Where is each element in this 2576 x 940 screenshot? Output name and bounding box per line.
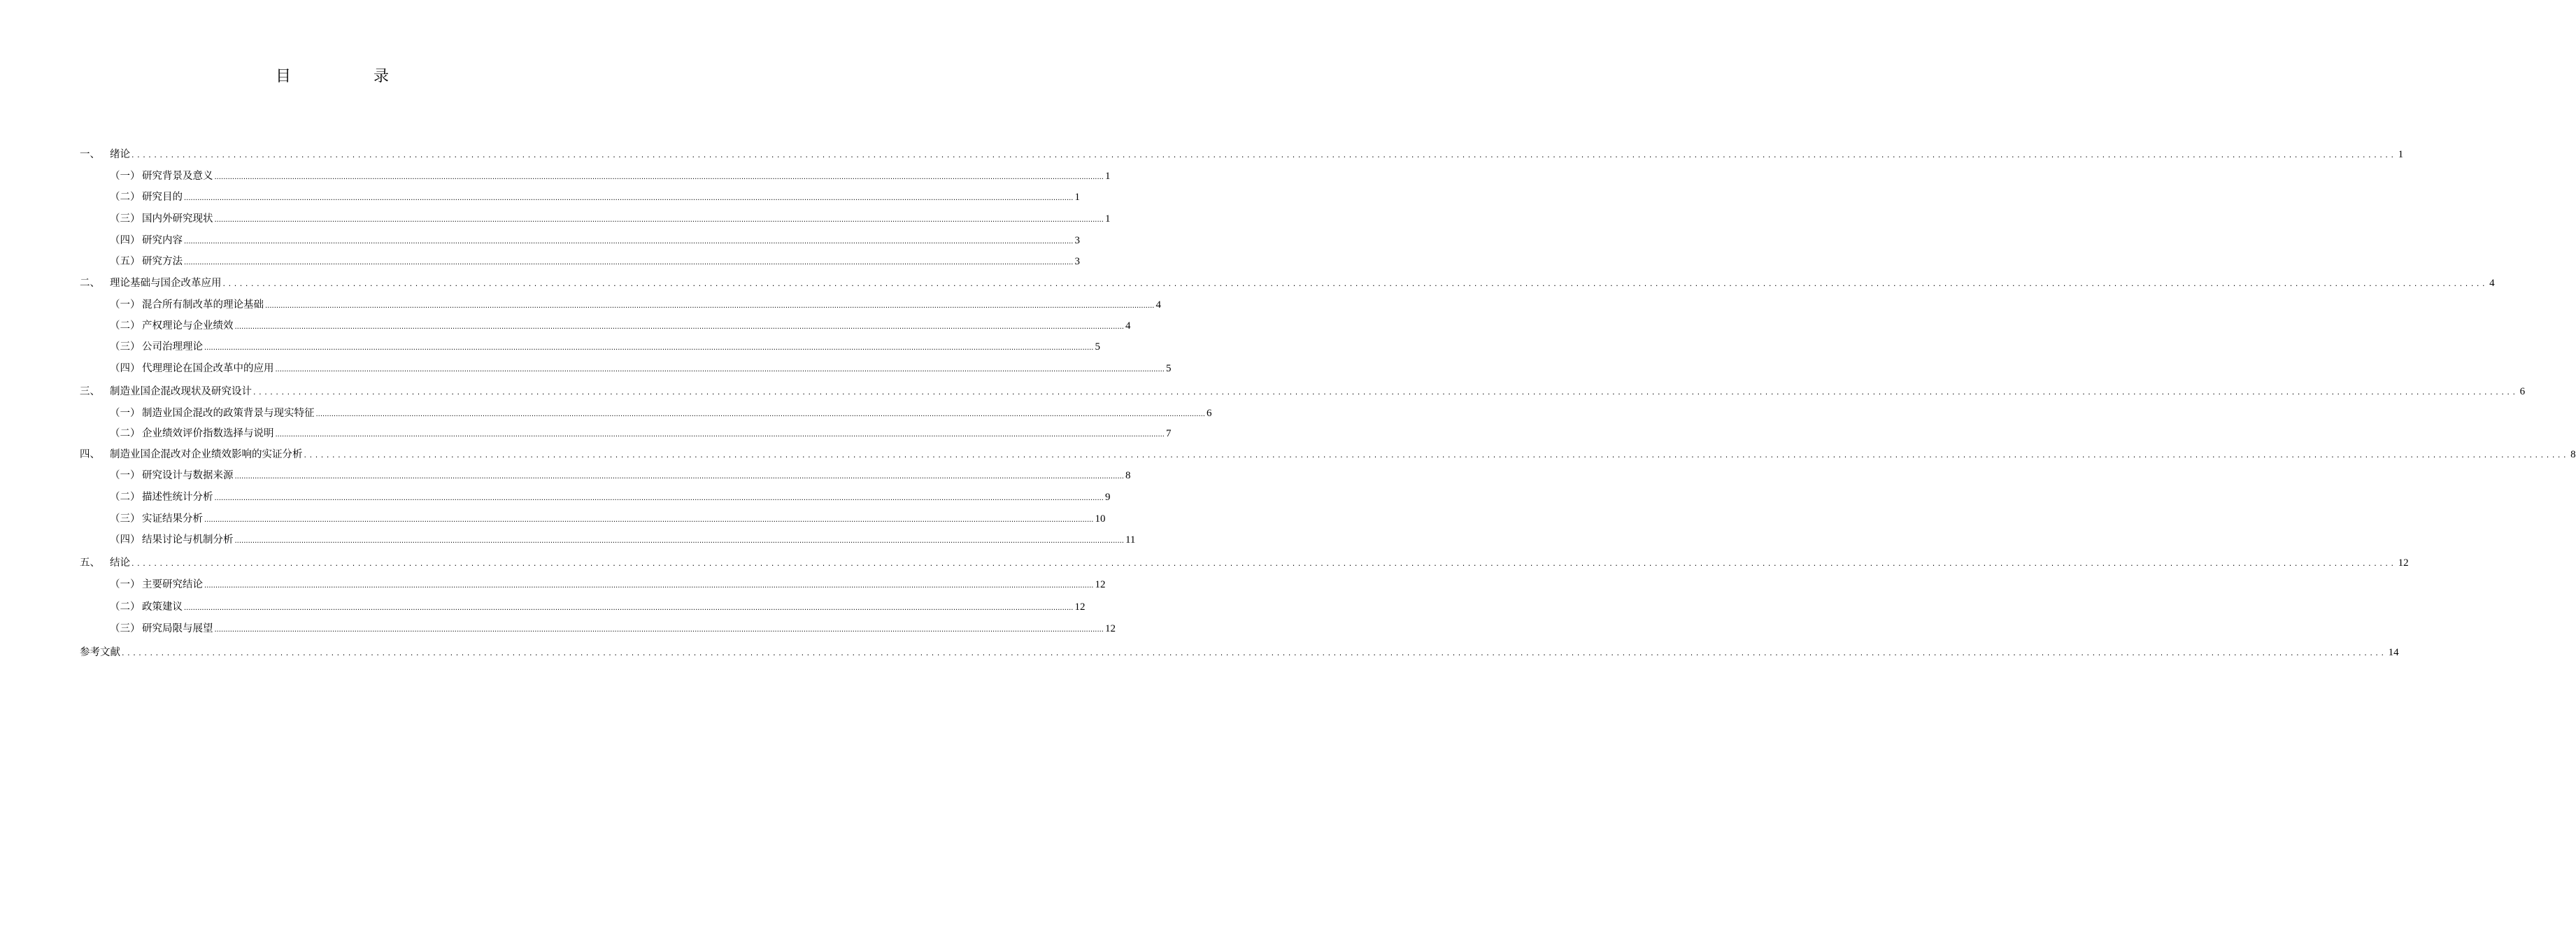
toc-entry-page-number: 4	[2489, 278, 2495, 289]
toc-entry-number: （四）	[110, 363, 141, 374]
toc-entry-page-number: 4	[1125, 320, 1131, 332]
toc-dot-leader: ................................................................................................................................................................................................................................................................................................................................................................................................................	[214, 626, 1104, 634]
toc-entry-label: 研究内容	[142, 235, 183, 246]
toc-dot-leader: ................................................................................................................................................................................................................................................................................................................................................................................................................	[304, 450, 2570, 460]
toc-entry-page-number: 1	[1104, 171, 1111, 182]
toc-entry-page-number: 6	[2519, 386, 2526, 397]
toc-dot-leader: ................................................................................................................................................................................................................................................................................................................................................................................................................	[253, 387, 2519, 397]
toc-entry-page-number: 14	[2388, 647, 2399, 658]
toc-entry-number: （四）	[110, 534, 141, 546]
toc-entry-label: 参考文献	[80, 647, 120, 658]
toc-entry-page-number: 3	[1074, 235, 1080, 246]
toc-entry-label: 政策建议	[142, 601, 183, 613]
toc-entry-page-number: 1	[1074, 192, 1080, 203]
toc-entry-number: （一）	[110, 579, 141, 590]
toc-entry-label: 实证结果分析	[142, 513, 203, 525]
toc-dot-leader: ................................................................................................................................................................................................................................................................................................................................................................................................................	[184, 604, 1074, 612]
toc-dot-leader: ................................................................................................................................................................................................................................................................................................................................................................................................................	[222, 279, 2489, 288]
toc-entry-label: 混合所有制改革的理论基础	[142, 299, 264, 311]
toc-entry[interactable]	[110, 427, 1172, 441]
toc-entry-page-number: 12	[1074, 601, 1086, 613]
toc-dot-leader: ................................................................................................................................................................................................................................................................................................................................................................................................................	[204, 344, 1094, 352]
toc-entry-label: 结论	[110, 557, 130, 569]
toc-dot-leader: ................................................................................................................................................................................................................................................................................................................................................................................................................	[234, 473, 1124, 480]
toc-entry-label: 产权理论与企业绩效	[142, 320, 234, 332]
toc-entry-number: 四、	[80, 449, 100, 460]
toc-entry-label: 公司治理理论	[142, 341, 203, 352]
toc-entry[interactable]	[80, 276, 2495, 290]
toc-dot-leader: ................................................................................................................................................................................................................................................................................................................................................................................................................	[204, 516, 1094, 524]
toc-entry-number: （三）	[110, 513, 141, 525]
toc-entry-label: 制造业国企混改的政策背景与现实特征	[142, 408, 315, 419]
toc-entry-page-number: 10	[1095, 513, 1106, 525]
toc-entry[interactable]	[110, 622, 1116, 636]
toc-entry-number: （一）	[110, 299, 141, 311]
toc-dot-leader: ................................................................................................................................................................................................................................................................................................................................................................................................................	[184, 259, 1074, 266]
toc-entry[interactable]	[110, 234, 1080, 248]
toc-entry-label: 研究目的	[142, 192, 183, 203]
toc-entry[interactable]	[110, 600, 1086, 614]
toc-entry[interactable]	[80, 556, 2409, 570]
toc-entry[interactable]	[110, 533, 1136, 547]
toc-entry-label: 研究背景及意义	[142, 171, 213, 182]
toc-entry[interactable]	[80, 448, 2576, 462]
toc-entry-number: （二）	[110, 320, 141, 332]
toc-dot-leader: ................................................................................................................................................................................................................................................................................................................................................................................................................	[275, 366, 1165, 373]
toc-entry[interactable]	[110, 212, 1111, 226]
toc-entry-label: 企业绩效评价指数选择与说明	[142, 428, 274, 439]
toc-entry-page-number: 5	[1165, 363, 1172, 374]
toc-entry-page-number: 3	[1074, 256, 1080, 267]
toc-entry[interactable]	[80, 148, 2404, 162]
toc-entry-page-number: 8	[2570, 449, 2576, 460]
toc-entry[interactable]	[110, 190, 1080, 204]
toc-entry-number: （四）	[110, 235, 141, 246]
toc-entry[interactable]	[80, 646, 2399, 660]
toc-entry-number: （一）	[110, 408, 141, 419]
toc-entry[interactable]	[80, 385, 2526, 399]
toc-dot-leader: ................................................................................................................................................................................................................................................................................................................................................................................................................	[131, 559, 2397, 568]
toc-dot-leader: ................................................................................................................................................................................................................................................................................................................................................................................................................	[122, 648, 2387, 657]
toc-entry-label: 国内外研究现状	[142, 213, 213, 225]
toc-entry[interactable]	[110, 469, 1131, 483]
toc-entry[interactable]	[110, 578, 1106, 592]
toc-entry-number: （三）	[110, 341, 141, 352]
toc-entry-label: 绪论	[110, 149, 130, 160]
toc-entry-page-number: 8	[1125, 470, 1131, 481]
toc-entry-number: 二、	[80, 278, 100, 289]
toc-entry-label: 理论基础与国企改革应用	[110, 278, 222, 289]
toc-dot-leader: ................................................................................................................................................................................................................................................................................................................................................................................................................	[265, 302, 1155, 310]
toc-entry-number: （二）	[110, 601, 141, 613]
toc-dot-leader: ................................................................................................................................................................................................................................................................................................................................................................................................................	[214, 494, 1104, 502]
toc-dot-leader: ................................................................................................................................................................................................................................................................................................................................................................................................................	[184, 238, 1074, 245]
toc-entry-number: 三、	[80, 386, 100, 397]
toc-entry[interactable]	[110, 512, 1106, 526]
toc-entry[interactable]	[110, 340, 1100, 354]
toc-entry-number: （二）	[110, 492, 141, 503]
toc-entry-page-number: 11	[1125, 534, 1136, 546]
toc-dot-leader: ................................................................................................................................................................................................................................................................................................................................................................................................................	[214, 216, 1104, 224]
toc-entry[interactable]	[110, 169, 1111, 183]
toc-entry-number: 五、	[80, 557, 100, 569]
toc-title: 目 录	[275, 68, 422, 85]
toc-entry-page-number: 12	[2398, 557, 2409, 569]
toc-entry-page-number: 12	[1104, 623, 1116, 634]
toc-dot-leader: ................................................................................................................................................................................................................................................................................................................................................................................................................	[204, 582, 1094, 590]
toc-entry-number: 一、	[80, 149, 100, 160]
toc-entry[interactable]	[110, 319, 1131, 333]
toc-entry-label: 制造业国企混改对企业绩效影响的实证分析	[110, 449, 303, 460]
toc-entry-label: 结果讨论与机制分析	[142, 534, 234, 546]
toc-entry-page-number: 4	[1155, 299, 1161, 311]
toc-entry-number: （二）	[110, 428, 141, 439]
toc-entry-label: 研究方法	[142, 256, 183, 267]
toc-entry-label: 研究局限与展望	[142, 623, 213, 634]
toc-entry-number: （三）	[110, 213, 141, 225]
toc-dot-leader: ................................................................................................................................................................................................................................................................................................................................................................................................................	[131, 150, 2397, 159]
toc-entry-page-number: 7	[1165, 428, 1172, 439]
toc-entry[interactable]	[110, 362, 1172, 376]
toc-entry-page-number: 9	[1104, 492, 1111, 503]
toc-entry-number: （二）	[110, 192, 141, 203]
toc-entry-label: 主要研究结论	[142, 579, 203, 590]
toc-dot-leader: ................................................................................................................................................................................................................................................................................................................................................................................................................	[214, 173, 1104, 181]
toc-entry-page-number: 5	[1095, 341, 1100, 352]
toc-entry-label: 制造业国企混改现状及研究设计	[110, 386, 252, 397]
toc-entry-page-number: 1	[2398, 149, 2404, 160]
toc-entry[interactable]	[110, 298, 1161, 312]
toc-entry[interactable]	[110, 490, 1111, 504]
toc-dot-leader: ................................................................................................................................................................................................................................................................................................................................................................................................................	[184, 194, 1074, 202]
toc-entry-number: （一）	[110, 470, 141, 481]
toc-entry-label: 研究设计与数据来源	[142, 470, 234, 481]
toc-dot-leader: ................................................................................................................................................................................................................................................................................................................................................................................................................	[315, 411, 1205, 418]
toc-entry-label: 代理理论在国企改革中的应用	[142, 363, 274, 374]
toc-entry-number: （五）	[110, 256, 141, 267]
toc-entry-page-number: 6	[1206, 408, 1212, 419]
toc-entry[interactable]	[110, 406, 1212, 420]
toc-dot-leader: ................................................................................................................................................................................................................................................................................................................................................................................................................	[275, 431, 1165, 439]
toc-entry-page-number: 12	[1095, 579, 1106, 590]
toc-entry-number: （三）	[110, 623, 141, 634]
toc-entry[interactable]	[110, 255, 1080, 269]
toc-entry-label: 描述性统计分析	[142, 492, 213, 503]
toc-dot-leader: ................................................................................................................................................................................................................................................................................................................................................................................................................	[234, 323, 1124, 331]
toc-entry-number: （一）	[110, 171, 141, 182]
toc-entry-page-number: 1	[1104, 213, 1111, 225]
toc-dot-leader: ................................................................................................................................................................................................................................................................................................................................................................................................................	[234, 537, 1124, 545]
